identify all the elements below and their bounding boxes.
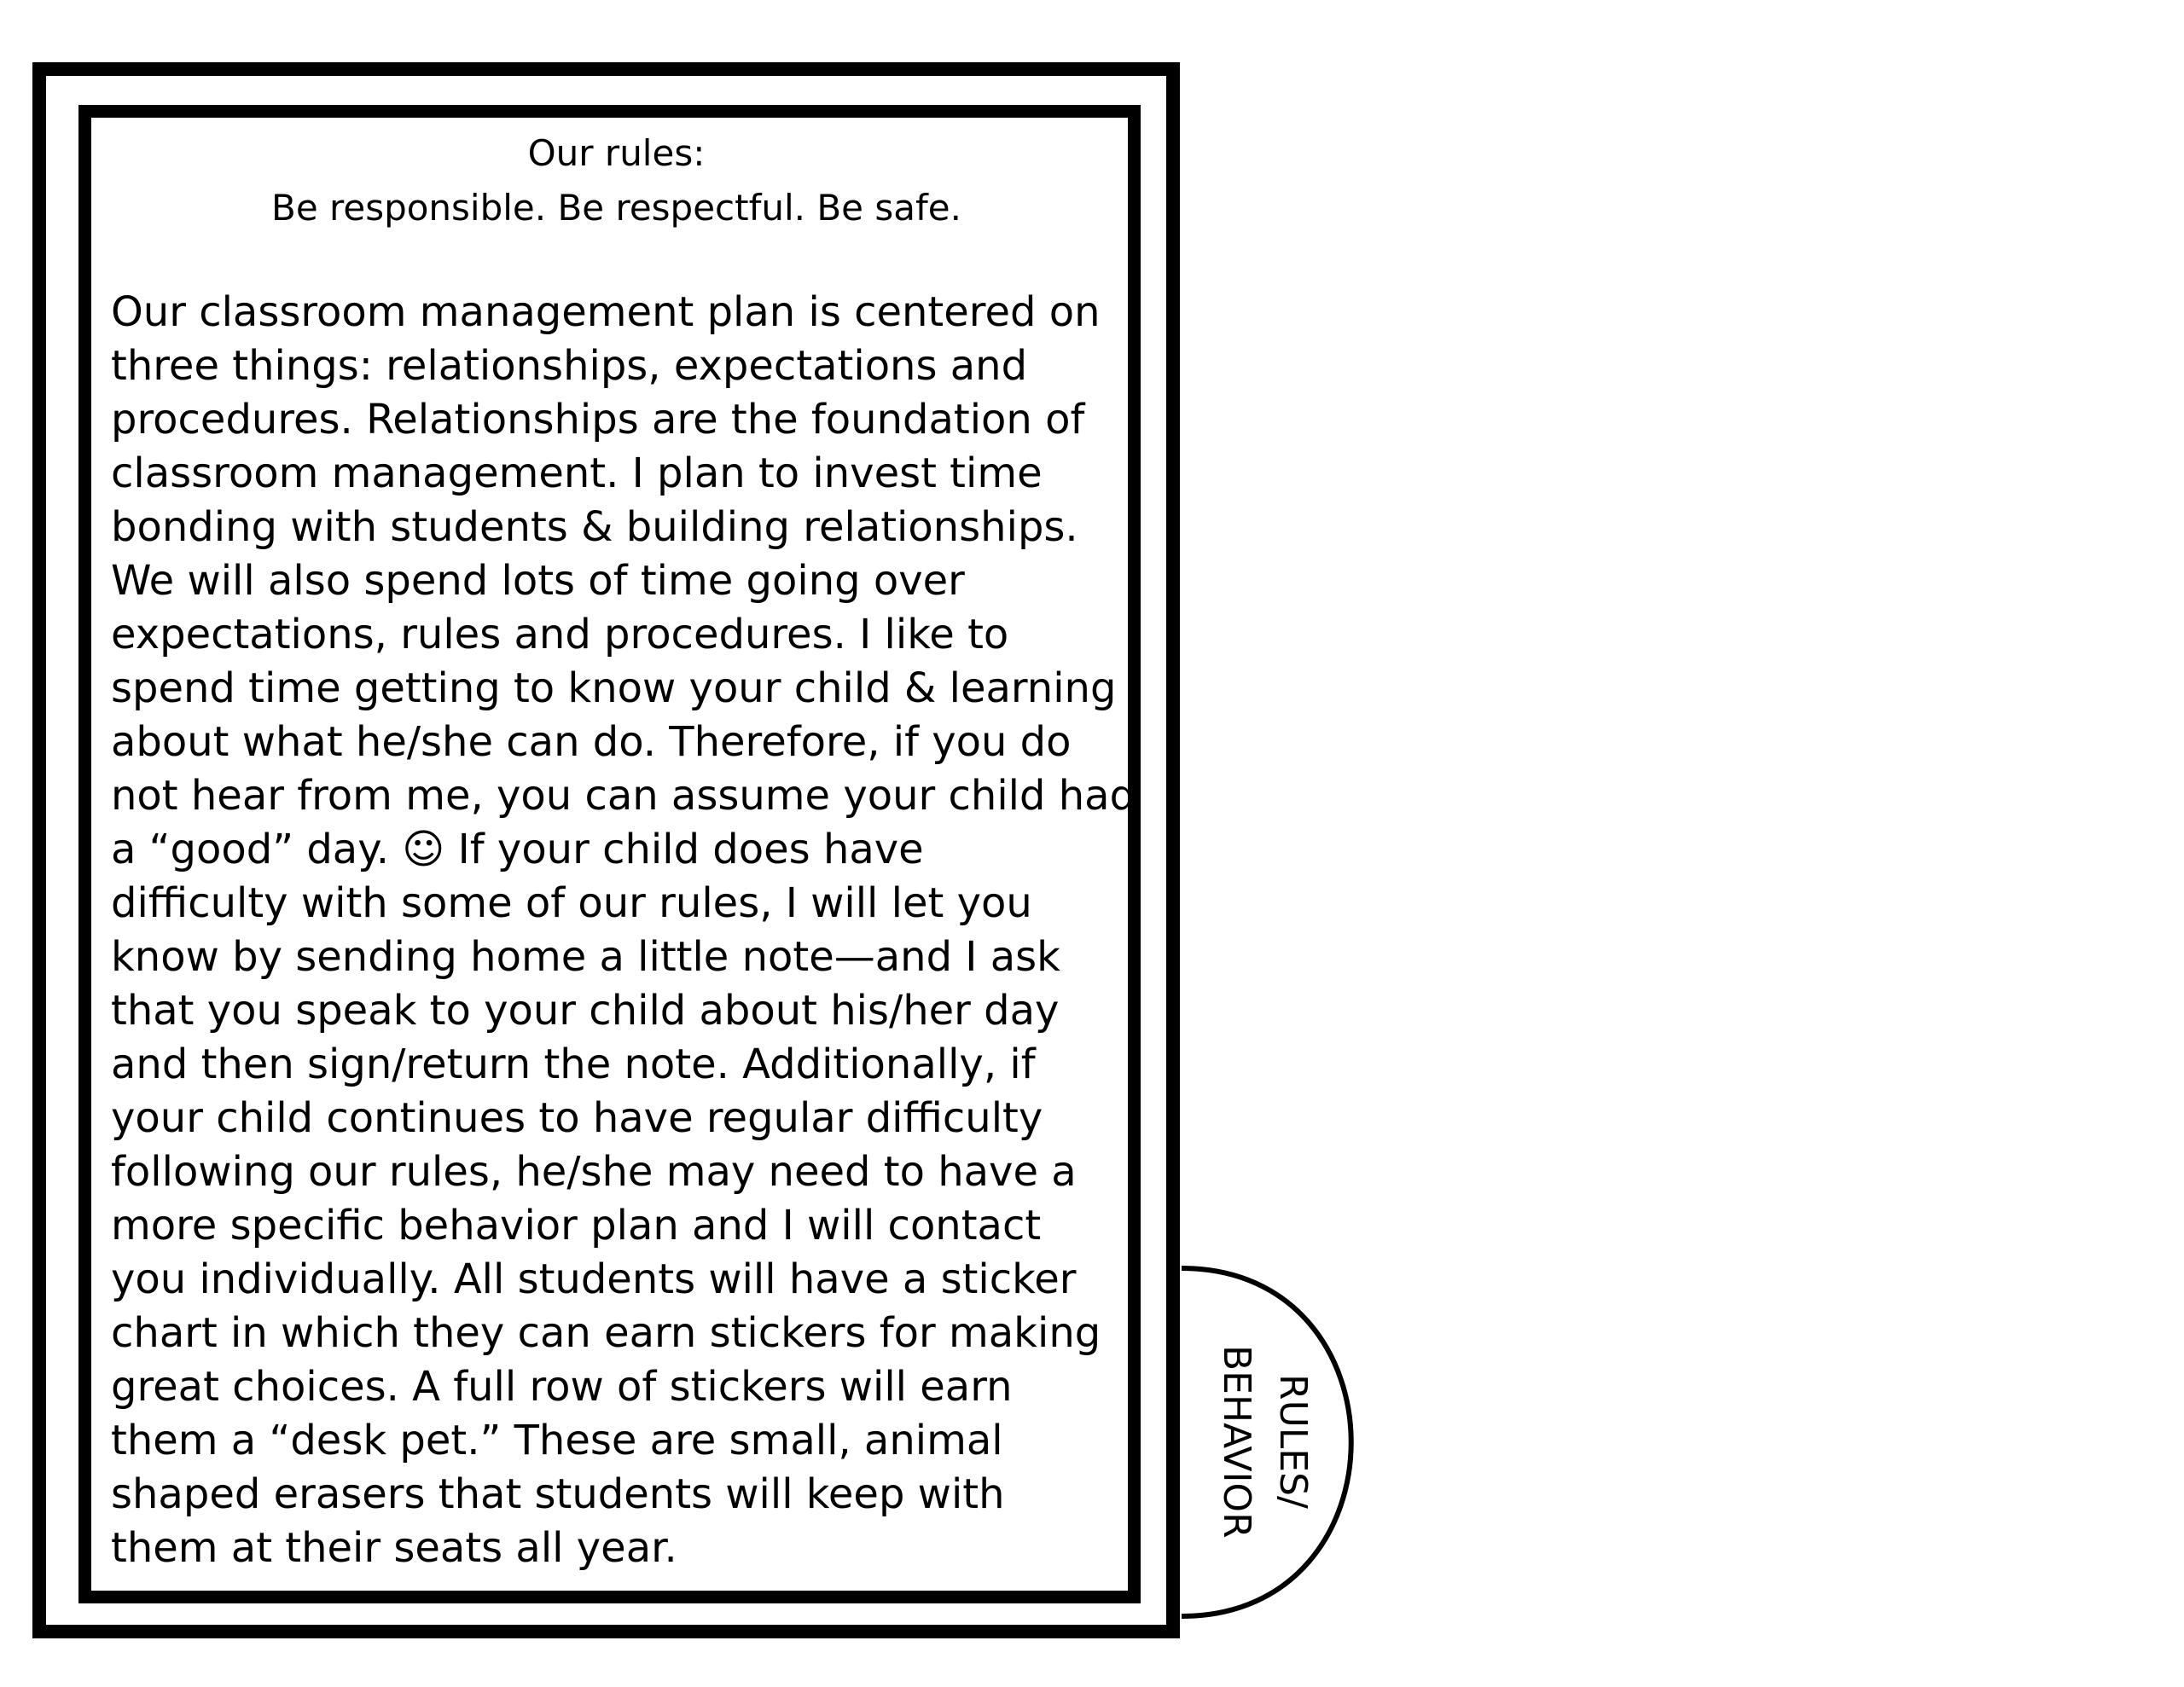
text-line: spend time getting to know your child & learning xyxy=(111,664,1117,712)
tab-label-line1: RULES/ xyxy=(1271,1374,1315,1509)
text-line: more specific behavior plan and I will contact xyxy=(111,1202,1042,1249)
text-line: Our classroom management plan is centered on xyxy=(111,288,1101,336)
text-line: them at their seats all year. xyxy=(111,1524,677,1572)
text-line: difficulty with some of our rules, I will let you xyxy=(111,879,1032,927)
text-line: following our rules, he/she may need to have a xyxy=(111,1148,1077,1196)
text-line: shaped erasers that students will keep with xyxy=(111,1470,1005,1518)
text-line: not hear from me, you can assume your child had xyxy=(111,772,1136,820)
text-line: your child continues to have regular difficulty xyxy=(111,1094,1043,1142)
text-line: bonding with students & building relationships. xyxy=(111,503,1078,551)
rules-list: Be responsible. Be respectful. Be safe. xyxy=(271,187,961,229)
text-line: you individually. All students will have a sticker xyxy=(111,1255,1077,1303)
text-line: and then sign/return the note. Additionally, if xyxy=(111,1041,1036,1088)
tab-label-line2: BEHAVIOR xyxy=(1215,1344,1258,1539)
rules-title: Our rules: xyxy=(527,132,706,174)
text-line: about what he/she can do. Therefore, if you do xyxy=(111,718,1072,766)
text-line: We will also spend lots of time going over xyxy=(111,557,965,605)
text-line: great choices. A full row of stickers will earn xyxy=(111,1363,1013,1411)
text-line: that you speak to your child about his/her day xyxy=(111,987,1060,1035)
text-line: a “good” day. ☺ If your child does have xyxy=(111,826,924,873)
text-line: procedures. Relationships are the foundation of xyxy=(111,396,1085,443)
text-line: expectations, rules and procedures. I like to xyxy=(111,611,1009,658)
text-line: know by sending home a little note—and I ask xyxy=(111,933,1060,981)
text-line: classroom management. I plan to invest time xyxy=(111,449,1043,497)
text-line: them a “desk pet.” These are small, animal xyxy=(111,1417,1003,1464)
text-line: chart in which they can earn stickers for making xyxy=(111,1309,1101,1357)
text-line: three things: relationships, expectations and xyxy=(111,342,1028,390)
rules-heading xyxy=(94,126,1139,235)
management-plan-text xyxy=(111,286,1135,1575)
tab-label[interactable] xyxy=(1193,1330,1321,1552)
